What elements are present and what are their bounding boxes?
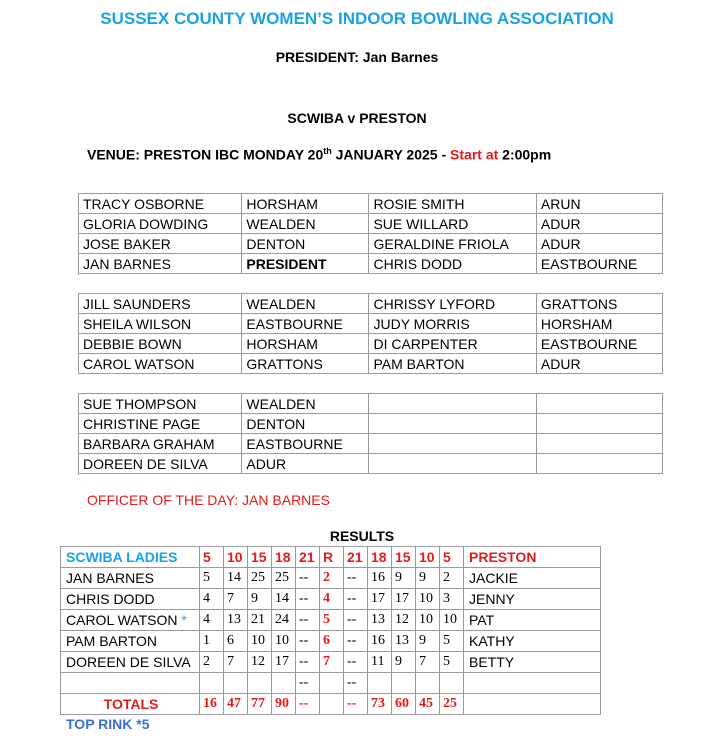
player-club-cell: HORSHAM [536, 314, 662, 334]
opponent-name-cell: PAT [464, 610, 601, 631]
player-name-cell: DEBBIE BOWN [79, 334, 242, 354]
away-score-cell: 9 [416, 631, 440, 652]
home-end-header: 5 [200, 547, 224, 568]
away-end-header: 15 [392, 547, 416, 568]
skip-name: CHRIS DODD [66, 591, 155, 607]
away-total-cell: 25 [440, 694, 464, 715]
skip-name-cell [61, 589, 200, 610]
start-time: 2:00pm [498, 146, 552, 163]
home-score-cell: 14 [272, 589, 296, 610]
player-name-cell: CHRISSY LYFORD [369, 294, 536, 314]
player-row [79, 294, 663, 314]
away-score-cell: 10 [440, 610, 464, 631]
home-score-cell [200, 673, 224, 694]
player-club-cell: WEALDEN [242, 214, 369, 234]
home-total-cell: -- [296, 694, 320, 715]
results-row [61, 673, 601, 694]
home-score-cell: 17 [272, 652, 296, 673]
away-score-cell: 2 [440, 568, 464, 589]
skip-name: CAROL WATSON [66, 612, 182, 628]
player-club-cell: ADUR [536, 354, 662, 374]
player-name-cell: CHRIS DODD [369, 254, 536, 274]
home-score-cell: 2 [200, 652, 224, 673]
player-name-cell: DOREEN DE SILVA [79, 454, 242, 474]
rink-number-cell: 2 [320, 568, 344, 589]
away-score-cell [416, 673, 440, 694]
results-row [61, 589, 601, 610]
skip-name: PAM BARTON [66, 633, 158, 649]
away-score-cell: -- [344, 610, 368, 631]
player-club-cell: ADUR [242, 454, 369, 474]
top-rink-star: * [181, 612, 187, 628]
away-end-header: 5 [440, 547, 464, 568]
player-name-cell: GERALDINE FRIOLA [369, 234, 536, 254]
totals-blank-cell [464, 694, 601, 715]
away-score-cell: 17 [368, 589, 392, 610]
totals-row [61, 694, 601, 715]
home-score-cell: 24 [272, 610, 296, 631]
player-club-cell: PRESIDENT [242, 254, 369, 274]
results-header-row [61, 547, 601, 568]
skip-name-cell [61, 673, 200, 694]
away-total-cell: 60 [392, 694, 416, 715]
rink-number-cell [320, 673, 344, 694]
players-group-1 [78, 193, 663, 274]
player-name-cell: PAM BARTON [369, 354, 536, 374]
home-end-header: 10 [224, 547, 248, 568]
away-score-cell: 3 [440, 589, 464, 610]
away-total-cell: -- [344, 694, 368, 715]
player-name-cell [369, 454, 536, 474]
rink-header: R [320, 547, 344, 568]
away-score-cell: 17 [392, 589, 416, 610]
skip-name-cell [61, 568, 200, 589]
player-name-cell: DI CARPENTER [369, 334, 536, 354]
player-name-cell: GLORIA DOWDING [79, 214, 242, 234]
away-score-cell: 7 [416, 652, 440, 673]
results-row [61, 568, 601, 589]
home-score-cell: 7 [224, 589, 248, 610]
home-score-cell: 4 [200, 589, 224, 610]
start-label: Start at [450, 146, 499, 163]
away-score-cell: 11 [368, 652, 392, 673]
away-score-cell: -- [344, 652, 368, 673]
players-group-2 [78, 293, 663, 374]
venue-line [87, 146, 551, 163]
player-name-cell: BARBARA GRAHAM [79, 434, 242, 454]
player-name-cell: ROSIE SMITH [369, 194, 536, 214]
skip-name-cell [61, 610, 200, 631]
away-score-cell [440, 673, 464, 694]
player-club-cell: HORSHAM [242, 334, 369, 354]
home-total-cell: 90 [272, 694, 296, 715]
opponent-name-cell: JENNY [464, 589, 601, 610]
home-score-cell: 4 [200, 610, 224, 631]
venue-suffix: JANUARY 2025 - [331, 146, 451, 163]
player-club-cell: EASTBOURNE [242, 434, 369, 454]
home-score-cell [272, 673, 296, 694]
rink-number-cell: 7 [320, 652, 344, 673]
results-row [61, 610, 601, 631]
player-name-cell: JAN BARNES [79, 254, 242, 274]
home-score-cell: 25 [248, 568, 272, 589]
player-club-cell [536, 414, 662, 434]
skip-name: JAN BARNES [66, 570, 154, 586]
home-score-cell: 14 [224, 568, 248, 589]
away-score-cell: 10 [416, 610, 440, 631]
player-club-cell: EASTBOURNE [242, 314, 369, 334]
results-row [61, 631, 601, 652]
home-total-cell: 77 [248, 694, 272, 715]
player-name-cell: JUDY MORRIS [369, 314, 536, 334]
rink-number-cell: 6 [320, 631, 344, 652]
home-score-cell [248, 673, 272, 694]
player-name-cell: TRACY OSBORNE [79, 194, 242, 214]
away-score-cell [368, 673, 392, 694]
player-row [79, 354, 663, 374]
away-score-cell: -- [344, 631, 368, 652]
away-score-cell [392, 673, 416, 694]
rink-total-cell [320, 694, 344, 715]
home-score-cell: 7 [224, 652, 248, 673]
player-row [79, 314, 663, 334]
home-total-cell: 47 [224, 694, 248, 715]
away-end-header: 10 [416, 547, 440, 568]
venue-prefix: VENUE: PRESTON IBC MONDAY 20 [87, 146, 324, 163]
player-club-cell [536, 434, 662, 454]
results-row [61, 652, 601, 673]
players-group-3 [78, 393, 663, 474]
away-score-cell: 9 [392, 652, 416, 673]
player-club-cell: WEALDEN [242, 394, 369, 414]
opponent-name-cell [464, 673, 601, 694]
away-end-header: 21 [344, 547, 368, 568]
home-score-cell [224, 673, 248, 694]
officer-of-the-day: OFFICER OF THE DAY: JAN BARNES [87, 492, 330, 508]
home-score-cell: 5 [200, 568, 224, 589]
rink-number-cell: 4 [320, 589, 344, 610]
home-score-cell: 10 [272, 631, 296, 652]
home-score-cell: -- [296, 631, 320, 652]
away-total-cell: 45 [416, 694, 440, 715]
player-row [79, 454, 663, 474]
home-score-cell: 25 [272, 568, 296, 589]
president-line: PRESIDENT: Jan Barnes [275, 49, 439, 65]
player-row [79, 234, 663, 254]
player-name-cell [369, 394, 536, 414]
home-score-cell: 9 [248, 589, 272, 610]
player-club-cell: WEALDEN [242, 294, 369, 314]
home-score-cell: 1 [200, 631, 224, 652]
home-score-cell: -- [296, 568, 320, 589]
away-score-cell: 13 [392, 631, 416, 652]
away-score-cell: 9 [392, 568, 416, 589]
away-score-cell: -- [344, 589, 368, 610]
home-score-cell: 13 [224, 610, 248, 631]
home-end-header: 21 [296, 547, 320, 568]
venue-superscript: th [323, 146, 332, 156]
player-club-cell [536, 394, 662, 414]
away-end-header: 18 [368, 547, 392, 568]
player-name-cell: CAROL WATSON [79, 354, 242, 374]
player-row [79, 214, 663, 234]
home-score-cell: 12 [248, 652, 272, 673]
away-score-cell: -- [344, 673, 368, 694]
away-team-label: PRESTON [464, 547, 601, 568]
home-score-cell: -- [296, 589, 320, 610]
away-total-cell: 73 [368, 694, 392, 715]
player-name-cell [369, 414, 536, 434]
player-name-cell: JILL SAUNDERS [79, 294, 242, 314]
results-title: RESULTS [329, 528, 395, 544]
skip-name-cell [61, 631, 200, 652]
player-name-cell [369, 434, 536, 454]
player-row [79, 334, 663, 354]
home-score-cell: 10 [248, 631, 272, 652]
opponent-name-cell: KATHY [464, 631, 601, 652]
skip-name-cell [61, 652, 200, 673]
player-club-cell: DENTON [242, 234, 369, 254]
away-score-cell: -- [344, 568, 368, 589]
player-club-cell: HORSHAM [242, 194, 369, 214]
opponent-name-cell: BETTY [464, 652, 601, 673]
player-club-cell: ADUR [536, 234, 662, 254]
home-score-cell: -- [296, 610, 320, 631]
home-end-header: 18 [272, 547, 296, 568]
home-end-header: 15 [248, 547, 272, 568]
player-club-cell: GRATTONS [536, 294, 662, 314]
player-club-cell [536, 454, 662, 474]
home-score-cell: -- [296, 673, 320, 694]
away-score-cell: 12 [392, 610, 416, 631]
player-club-cell: EASTBOURNE [536, 334, 662, 354]
away-score-cell: 16 [368, 568, 392, 589]
player-name-cell: SUE THOMPSON [79, 394, 242, 414]
player-row [79, 194, 663, 214]
skip-name: DOREEN DE SILVA [66, 654, 191, 670]
player-name-cell: CHRISTINE PAGE [79, 414, 242, 434]
away-score-cell: 16 [368, 631, 392, 652]
away-score-cell: 9 [416, 568, 440, 589]
player-club-cell: ARUN [536, 194, 662, 214]
top-rink: TOP RINK *5 [66, 716, 150, 732]
player-club-cell: DENTON [242, 414, 369, 434]
away-score-cell: 5 [440, 652, 464, 673]
home-score-cell: 21 [248, 610, 272, 631]
match-title: SCWIBA v PRESTON [287, 110, 427, 126]
home-score-cell: -- [296, 652, 320, 673]
home-total-cell: 16 [200, 694, 224, 715]
home-score-cell: 6 [224, 631, 248, 652]
away-score-cell: 10 [416, 589, 440, 610]
player-club-cell: GRATTONS [242, 354, 369, 374]
away-score-cell: 13 [368, 610, 392, 631]
away-score-cell: 5 [440, 631, 464, 652]
player-name-cell: JOSE BAKER [79, 234, 242, 254]
totals-label: TOTALS [61, 694, 200, 715]
player-row [79, 414, 663, 434]
association-title: SUSSEX COUNTY WOMEN’S INDOOR BOWLING ASSOCIATION [100, 9, 614, 28]
opponent-name-cell: JACKIE [464, 568, 601, 589]
home-team-label: SCWIBA LADIES [61, 547, 200, 568]
player-row [79, 434, 663, 454]
player-name-cell: SHEILA WILSON [79, 314, 242, 334]
rink-number-cell: 5 [320, 610, 344, 631]
results-table [60, 546, 601, 715]
player-club-cell: ADUR [536, 214, 662, 234]
player-row [79, 254, 663, 274]
player-row [79, 394, 663, 414]
player-name-cell: SUE WILLARD [369, 214, 536, 234]
player-club-cell: EASTBOURNE [536, 254, 662, 274]
